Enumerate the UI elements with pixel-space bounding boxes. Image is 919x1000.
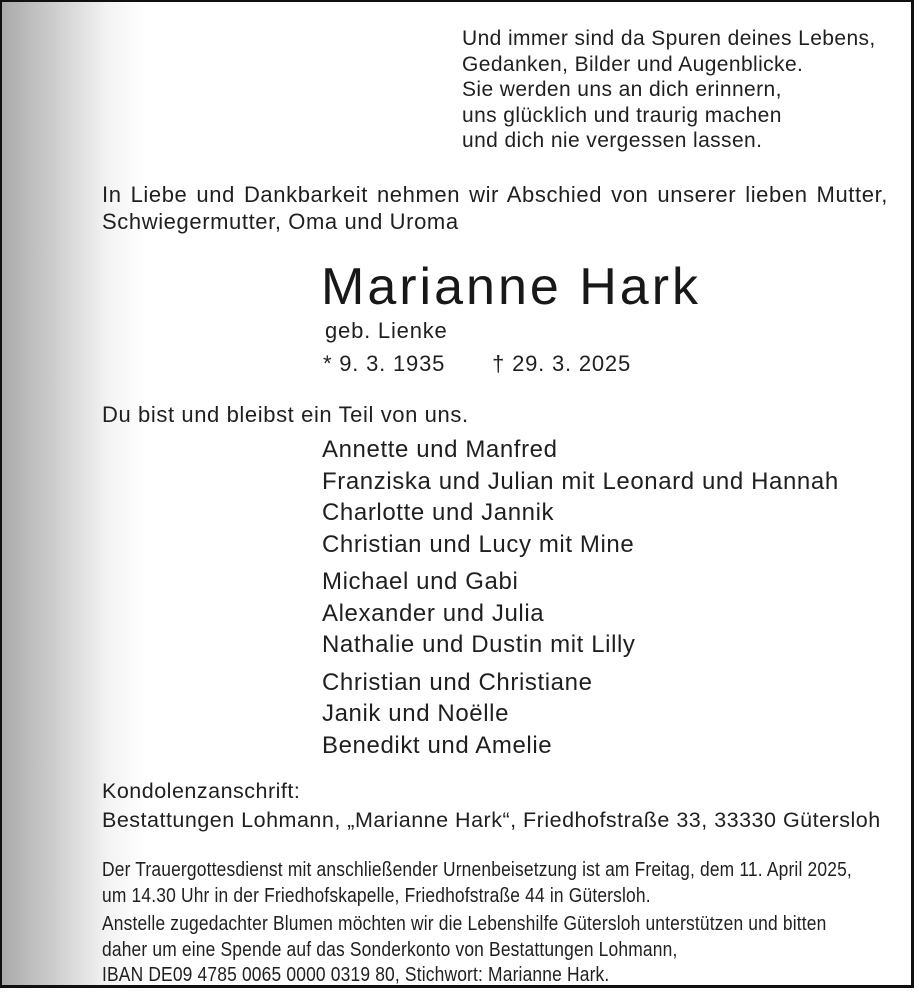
life-dates [323, 351, 631, 377]
condolence-block [102, 777, 881, 834]
condolence-address: Bestattungen Lohmann, „Marianne Hark“, Friedhofstraße 33, 33330 Gütersloh [102, 807, 881, 832]
family-member-line: Michael und Gabi [322, 568, 519, 595]
poem-line: Gedanken, Bilder und Augenblicke. [462, 52, 804, 76]
tribute-line: Du bist und bleibst ein Teil von uns. [102, 402, 469, 427]
service-info [102, 858, 852, 909]
poem-line: Und immer sind da Spuren deines Lebens, [462, 27, 876, 50]
family-member-line: Christian und Christiane [322, 668, 593, 696]
donation-line: IBAN DE09 4785 0065 0000 0319 80, Stichwort: Marianne Hark. [102, 964, 610, 986]
family-group [322, 667, 839, 762]
farewell-intro [102, 182, 888, 235]
family-group [322, 566, 839, 661]
poem-line: Sie werden uns an dich erinnern, [462, 78, 782, 102]
condolence-label: Kondolenzanschrift: [102, 779, 301, 803]
family-member-line: Janik und Noëlle [322, 700, 510, 727]
family-list [322, 434, 839, 767]
donation-line: daher um eine Spende auf das Sonderkonto von Bestattungen Lohmann, [102, 938, 678, 961]
family-member-line: Franziska und Julian mit Leonard und Hannah [322, 467, 839, 495]
donation-line: Anstelle zugedachter Blumen möchten wir die Lebenshilfe Gütersloh unterstützen und bitten [102, 913, 827, 935]
family-member-line: Annette und Manfred [322, 436, 558, 463]
family-member-line: Alexander und Julia [322, 599, 545, 627]
birth-date: * 9. 3. 1935 [323, 351, 446, 376]
family-member-line: Christian und Lucy mit Mine [322, 530, 635, 558]
poem-line: und dich nie vergessen lassen. [462, 129, 763, 153]
deceased-name: Marianne Hark [321, 258, 702, 316]
family-member-line: Benedikt und Amelie [322, 731, 553, 759]
donation-info [102, 912, 826, 989]
maiden-name: geb. Lienke [325, 318, 448, 343]
service-line: um 14.30 Uhr in der Friedhofskapelle, Friedhofstraße 44 in Gütersloh. [102, 884, 651, 907]
intro-line: In Liebe und Dankbarkeit nehmen wir Abschied von unserer lieben Mutter, [102, 182, 888, 207]
family-member-line: Charlotte und Jannik [322, 499, 555, 526]
poem [462, 26, 876, 154]
intro-line: Schwiegermutter, Oma und Uroma [102, 208, 459, 234]
service-line: Der Trauergottesdienst mit anschließender Urnenbeisetzung ist am Freitag, dem 11. April 2025, [102, 859, 852, 881]
family-member-line: Nathalie und Dustin mit Lilly [322, 631, 636, 658]
poem-line: uns glücklich und traurig machen [462, 103, 782, 127]
death-date: † 29. 3. 2025 [492, 351, 631, 376]
family-group [322, 434, 839, 560]
